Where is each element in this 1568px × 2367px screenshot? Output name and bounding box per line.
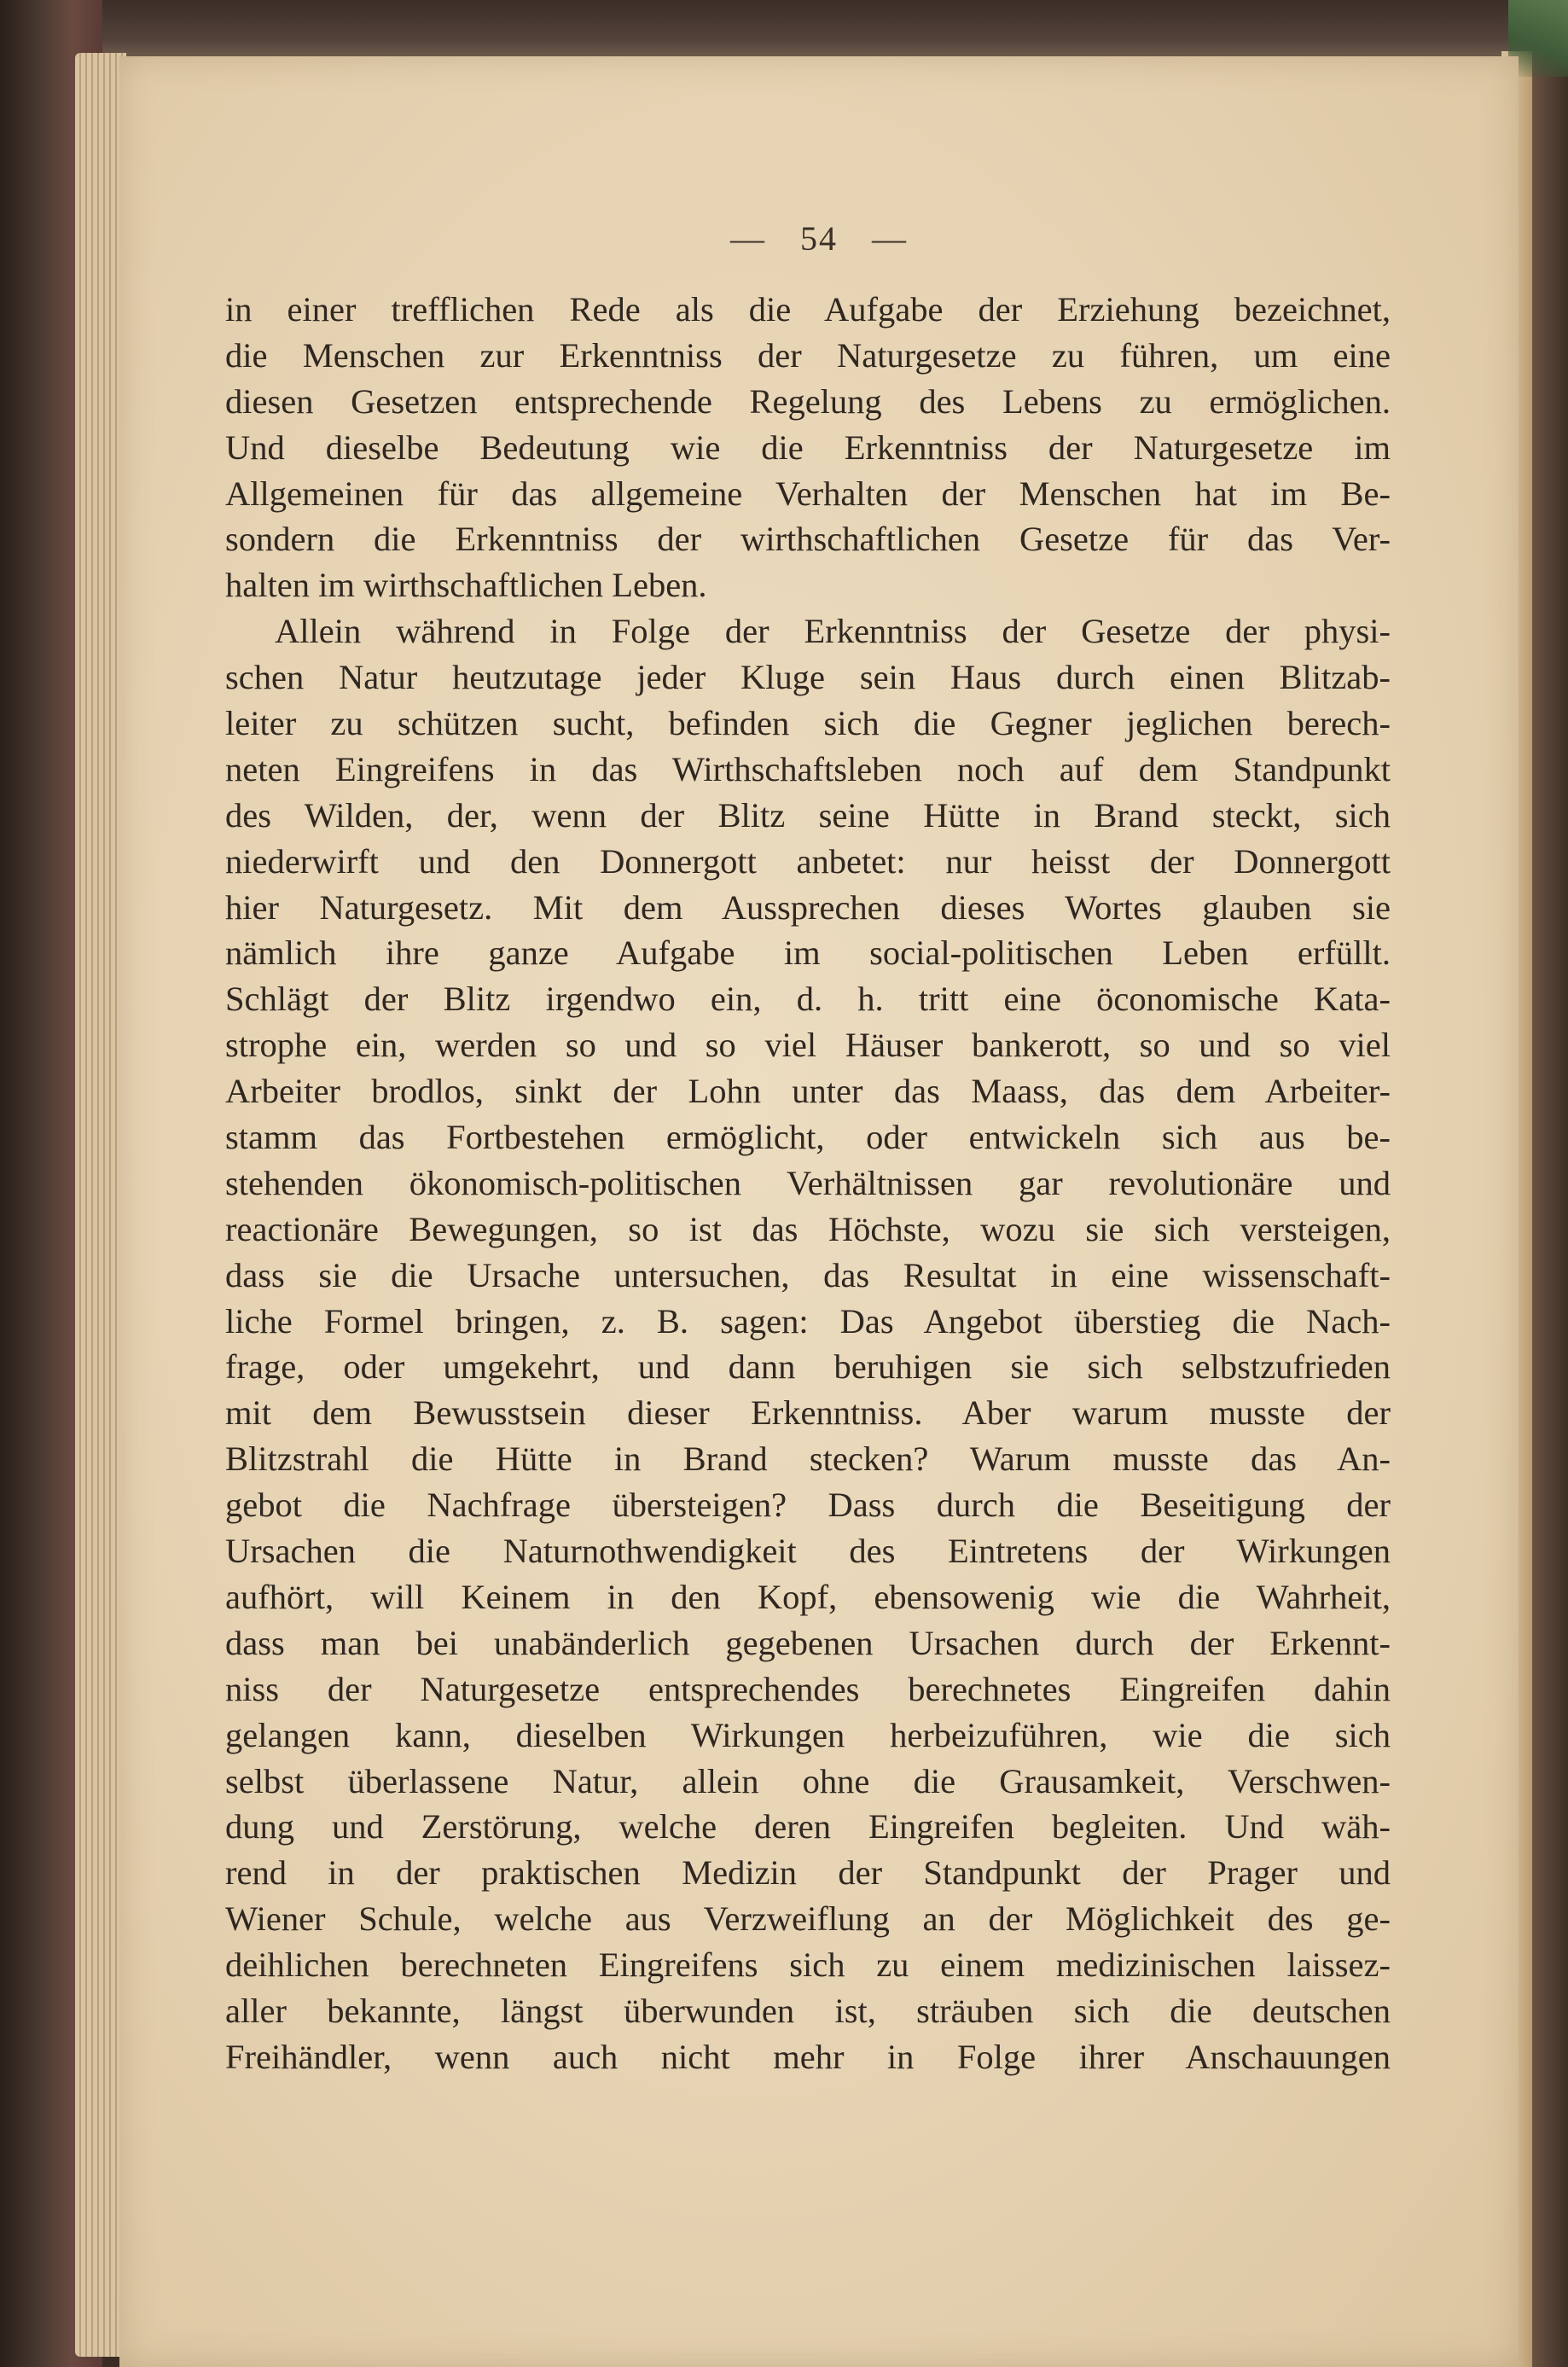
- text-line: aller bekannte, längst überwunden ist, sträuben sich die deutschen: [225, 1991, 1391, 2030]
- text-line: niederwirft und den Donnergott anbetet: nur heisst der Donnergott: [225, 841, 1391, 881]
- text-line: dung und Zerstörung, welche deren Eingreifen begleiten. Und wäh-: [225, 1807, 1391, 1846]
- text-line: aufhört, will Keinem in den Kopf, ebensowenig wie die Wahrheit,: [225, 1577, 1391, 1616]
- text-line: Allgemeinen für das allgemeine Verhalten der Menschen hat im Be-: [225, 474, 1391, 513]
- text-line: rend in der praktischen Medizin der Standpunkt der Prager und: [225, 1853, 1391, 1893]
- text-line: selbst überlassene Natur, allein ohne die Grausamkeit, Verschwen-: [225, 1761, 1391, 1800]
- text-line: hier Naturgesetz. Mit dem Aussprechen dieses Wortes glauben sie: [225, 887, 1391, 927]
- text-line: Blitzstrahl die Hütte in Brand stecken? Warum musste das An-: [225, 1439, 1391, 1479]
- text-line: strophe ein, werden so und so viel Häuser bankerott, so und so viel: [225, 1026, 1391, 1065]
- text-line: halten im wirthschaftlichen Leben.: [225, 566, 707, 605]
- text-line: dass sie die Ursache untersuchen, das Resultat in eine wissenschaft-: [225, 1255, 1391, 1294]
- text-line: sondern die Erkenntniss der wirthschaftlichen Gesetze für das Ver-: [225, 520, 1391, 559]
- text-line: frage, oder umgekehrt, und dann beruhigen sie sich selbstzufrieden: [225, 1347, 1391, 1387]
- text-line: gebot die Nachfrage übersteigen? Dass durch die Beseitigung der: [225, 1486, 1391, 1525]
- text-line: Ursachen die Naturnothwendigkeit des Eintretens der Wirkungen: [225, 1532, 1391, 1571]
- text-line: leiter zu schützen sucht, befinden sich die Gegner jeglichen berech-: [225, 704, 1391, 743]
- text-line: deihlichen berechneten Eingreifens sich zu einem medizinischen laissez-: [225, 1945, 1391, 1985]
- header-dash-right: —: [872, 219, 908, 258]
- page-body-text: [225, 287, 1391, 2080]
- text-line: Arbeiter brodlos, sinkt der Lohn unter das Maass, das dem Arbeiter-: [225, 1072, 1391, 1111]
- text-line: in einer trefflichen Rede als die Aufgabe der Erziehung bezeichnet,: [225, 290, 1391, 329]
- text-line: stamm das Fortbestehen ermöglicht, oder entwickeln sich aus be-: [225, 1118, 1391, 1157]
- text-line: Allein während in Folge der Erkenntniss der Gesetze der physi-: [275, 612, 1391, 651]
- text-line: liche Formel bringen, z. B. sagen: Das Angebot überstieg die Nach-: [225, 1301, 1391, 1341]
- text-line: Wiener Schule, welche aus Verzweiflung an der Möglichkeit des ge-: [225, 1899, 1391, 1939]
- text-line: Und dieselbe Bedeutung wie die Erkenntniss der Naturgesetze im: [225, 427, 1391, 467]
- text-line: diesen Gesetzen entsprechende Regelung des Lebens zu ermöglichen.: [225, 381, 1391, 421]
- text-line: nämlich ihre ganze Aufgabe im social-politischen Leben erfüllt.: [225, 933, 1391, 973]
- text-line: Freihändler, wenn auch nicht mehr in Folge ihrer Anschauungen: [225, 2037, 1391, 2076]
- text-line: mit dem Bewusstsein dieser Erkenntniss. Aber warum musste der: [225, 1393, 1391, 1433]
- text-line: stehenden ökonomisch-politischen Verhältnissen gar revolutionäre und: [225, 1163, 1391, 1202]
- page-header: [119, 218, 1519, 259]
- text-line: reactionäre Bewegungen, so ist das Höchste, wozu sie sich versteigen,: [225, 1209, 1391, 1248]
- text-line: Schlägt der Blitz irgendwo ein, d. h. tritt eine öconomische Kata-: [225, 980, 1391, 1019]
- text-line: die Menschen zur Erkenntniss der Naturgesetze zu führen, um eine: [225, 335, 1391, 375]
- book-cover-right: [1532, 0, 1568, 2367]
- text-line: schen Natur heutzutage jeder Kluge sein Haus durch einen Blitzab-: [225, 658, 1391, 697]
- page-edges-left: [75, 53, 126, 2357]
- text-line: gelangen kann, dieselben Wirkungen herbeizuführen, wie die sich: [225, 1715, 1391, 1754]
- text-line: niss der Naturgesetze entsprechendes berechnetes Eingreifen dahin: [225, 1669, 1391, 1708]
- header-dash-left: —: [730, 219, 766, 258]
- text-line: dass man bei unabänderlich gegebenen Ursachen durch der Erkennt-: [225, 1623, 1391, 1662]
- top-book-edge: [0, 0, 1568, 56]
- text-line: des Wilden, der, wenn der Blitz seine Hütte in Brand steckt, sich: [225, 795, 1391, 835]
- page-number: 54: [800, 219, 838, 258]
- text-line: neten Eingreifens in das Wirthschaftsleben noch auf dem Standpunkt: [225, 749, 1391, 788]
